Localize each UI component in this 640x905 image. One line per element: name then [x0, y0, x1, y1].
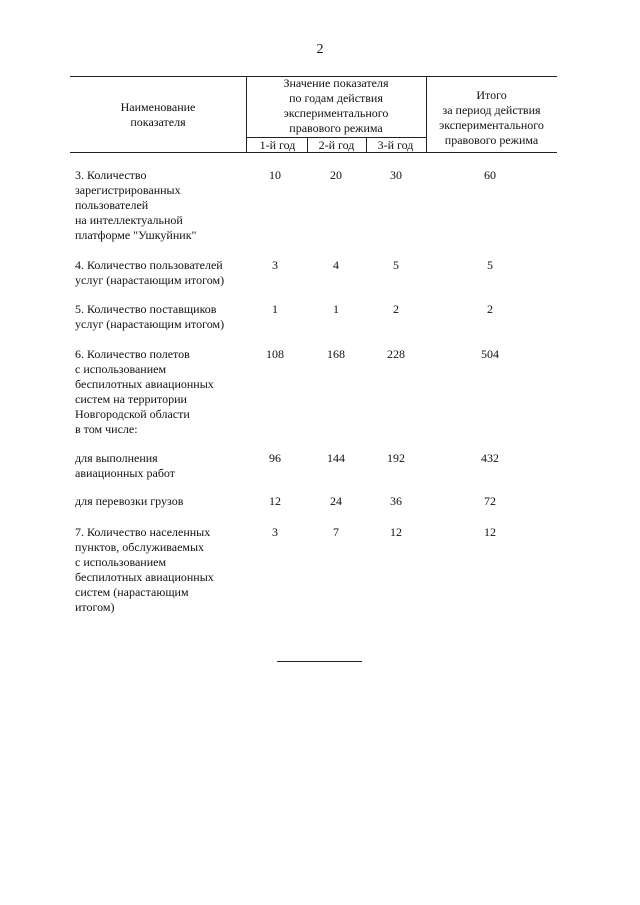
row-name: 7. Количество населенных пунктов, обслуживаемых с использованием беспилотных авиационных систем (нарастающим итогом) — [75, 525, 214, 614]
row-year-2: 168 — [327, 347, 345, 361]
row-year-2: 24 — [330, 494, 342, 508]
row-year-3: 12 — [390, 525, 402, 539]
header-year-2: 2-й год — [318, 138, 355, 152]
page-number: 2 — [316, 42, 324, 57]
row-name: для перевозки грузов — [75, 494, 184, 508]
row-year-1: 1 — [272, 302, 278, 316]
header-name: Наименование показателя — [120, 100, 196, 129]
row-year-3: 2 — [393, 302, 399, 316]
row-total: 432 — [481, 451, 499, 465]
year-divider-2 — [366, 137, 367, 152]
row-year-2: 20 — [330, 168, 342, 182]
row-year-2: 4 — [333, 258, 339, 272]
row-year-2: 1 — [333, 302, 339, 316]
row-year-1: 12 — [269, 494, 281, 508]
row-total: 5 — [487, 258, 493, 272]
row-total: 504 — [481, 347, 499, 361]
row-year-1: 96 — [269, 451, 281, 465]
row-year-3: 5 — [393, 258, 399, 272]
row-year-3: 192 — [387, 451, 405, 465]
row-name: 5. Количество поставщиков услуг (нарастающим итогом) — [75, 302, 225, 331]
row-year-1: 3 — [272, 525, 278, 539]
row-total: 2 — [487, 302, 493, 316]
year-divider-1 — [307, 137, 308, 152]
header-year-1: 1-й год — [259, 138, 296, 152]
row-total: 12 — [484, 525, 496, 539]
row-name: 3. Количество зарегистрированных пользователей на интеллектуальной платформе "Ушкуйник" — [75, 168, 197, 242]
row-name: для выполнения авиационных работ — [75, 451, 176, 480]
header-year-3: 3-й год — [377, 138, 414, 152]
row-year-2: 7 — [333, 525, 339, 539]
row-year-1: 3 — [272, 258, 278, 272]
row-year-3: 228 — [387, 347, 405, 361]
header-total: Итого за период действия экспериментального правового режима — [439, 88, 544, 147]
row-total: 60 — [484, 168, 496, 182]
row-total: 72 — [484, 494, 496, 508]
row-year-3: 36 — [390, 494, 402, 508]
header-value: Значение показателя по годам действия экспериментального правового режима — [283, 76, 389, 135]
row-year-2: 144 — [327, 451, 345, 465]
row-year-1: 108 — [266, 347, 284, 361]
row-year-1: 10 — [269, 168, 281, 182]
row-name: 6. Количество полетов с использованием беспилотных авиационных систем на территории Новгородской области в том числе: — [75, 347, 214, 436]
row-name: 4. Количество пользователей услуг (нарастающим итогом) — [75, 258, 225, 287]
row-year-3: 30 — [390, 168, 402, 182]
footer-divider — [277, 661, 362, 662]
